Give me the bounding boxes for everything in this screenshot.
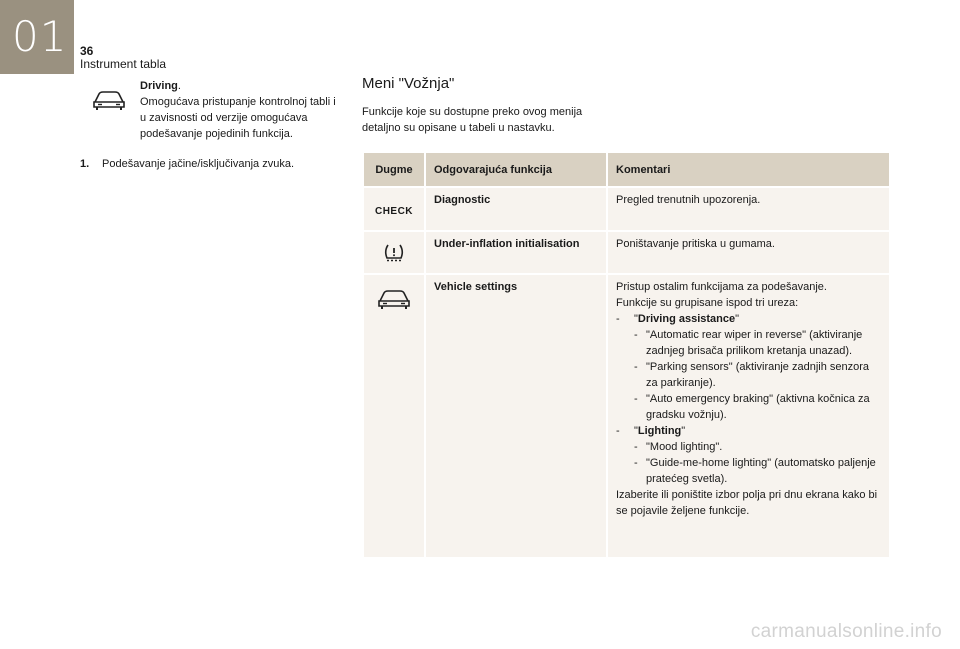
table-row <box>364 188 889 230</box>
comment-subitem <box>616 327 881 359</box>
subitem-text: "Guide-me-home lighting" (automatsko paljenje pratećeg svetla). <box>646 457 876 485</box>
car-icon <box>377 287 411 311</box>
table-header-button: Dugme <box>364 153 424 186</box>
driving-item <box>80 76 350 142</box>
comment-group <box>616 423 881 439</box>
table-cell-function: Under-inflation initialisation <box>426 232 606 273</box>
comment-subitem <box>616 439 881 455</box>
bullet-dash: - <box>634 441 638 453</box>
tyre-pressure-icon <box>383 242 405 264</box>
watermark: carmanualsonline.info <box>750 621 942 642</box>
bullet-dash: - <box>616 313 620 325</box>
table-cell-function: Diagnostic <box>426 188 606 230</box>
group-title-lighting: Lighting <box>637 425 682 437</box>
comment-footer: Izaberite ili poništite izbor polja pri dnu ekrana kako bi se pojavile željene funkcije. <box>616 489 878 517</box>
section-title: Instrument tabla <box>80 57 167 71</box>
bullet-dash: - <box>634 329 638 341</box>
table-cell-button <box>364 232 424 273</box>
group-title-driving-assistance: Driving assistance <box>637 313 736 325</box>
driving-title-dot: . <box>177 80 181 92</box>
functions-table <box>362 151 891 559</box>
bullet-dash: - <box>634 393 638 405</box>
table-row <box>364 275 889 557</box>
comment-subitem <box>616 455 881 487</box>
step-number: 1. <box>80 158 90 170</box>
subitem-text: "Auto emergency braking" (aktivna kočnica za gradsku vožnju). <box>646 393 870 421</box>
chapter-tab <box>0 0 74 74</box>
car-icon <box>92 88 126 112</box>
right-column <box>362 74 892 136</box>
check-button-label: CHECK <box>374 206 414 217</box>
comment-line: Pristup ostalim funkcijama za podešavanje. <box>616 281 827 293</box>
comment-group <box>616 311 881 327</box>
comment-subitem <box>616 391 881 423</box>
table-header-comment: Komentari <box>608 153 889 186</box>
comment-subitem <box>616 359 881 391</box>
table-header-row <box>364 153 889 186</box>
subitem-text: "Automatic rear wiper in reverse" (aktiviranje zadnjeg brisača prilikom kretanja unazad). <box>646 329 863 357</box>
left-column <box>80 76 350 172</box>
step-text: Podešavanje jačine/isključivanja zvuka. <box>102 158 294 170</box>
quote-mark: " <box>634 313 638 325</box>
menu-title: Meni "Vožnja" <box>362 75 455 92</box>
table-cell-comment: Pregled trenutnih upozorenja. <box>608 188 889 230</box>
table-cell-function: Vehicle settings <box>426 275 606 557</box>
quote-mark: " <box>681 425 686 437</box>
subitem-text: "Parking sensors" (aktiviranje zadnjih senzora za parkiranje). <box>646 361 870 389</box>
bullet-dash: - <box>616 425 620 437</box>
bullet-dash: - <box>634 457 638 469</box>
table-cell-button <box>364 275 424 557</box>
driving-description: Omogućava pristupanje kontrolnoj tabli i u zavisnosti od verzije omogućava podešavanje pojedinih funkcija. <box>140 96 336 140</box>
step-item <box>80 156 350 172</box>
table-row <box>364 232 889 273</box>
table-cell-comment: Poništavanje pritiska u gumama. <box>608 232 889 273</box>
quote-mark: " <box>735 313 740 325</box>
table-header-function: Odgovarajuća funkcija <box>426 153 606 186</box>
chapter-number: 01 <box>12 12 68 61</box>
menu-intro: Funkcije koje su dostupne preko ovog menija detaljno su opisane u tabeli u nastavku. <box>362 106 583 134</box>
page-number: 36 <box>80 44 94 58</box>
subitem-text: "Mood lighting". <box>646 441 723 453</box>
table-cell-comment <box>608 275 889 557</box>
quote-mark: " <box>634 425 638 437</box>
comment-line: Funkcije su grupisane ispod tri ureza: <box>616 297 799 309</box>
table-cell-button <box>364 188 424 230</box>
bullet-dash: - <box>634 361 638 373</box>
driving-title: Driving <box>140 80 178 92</box>
